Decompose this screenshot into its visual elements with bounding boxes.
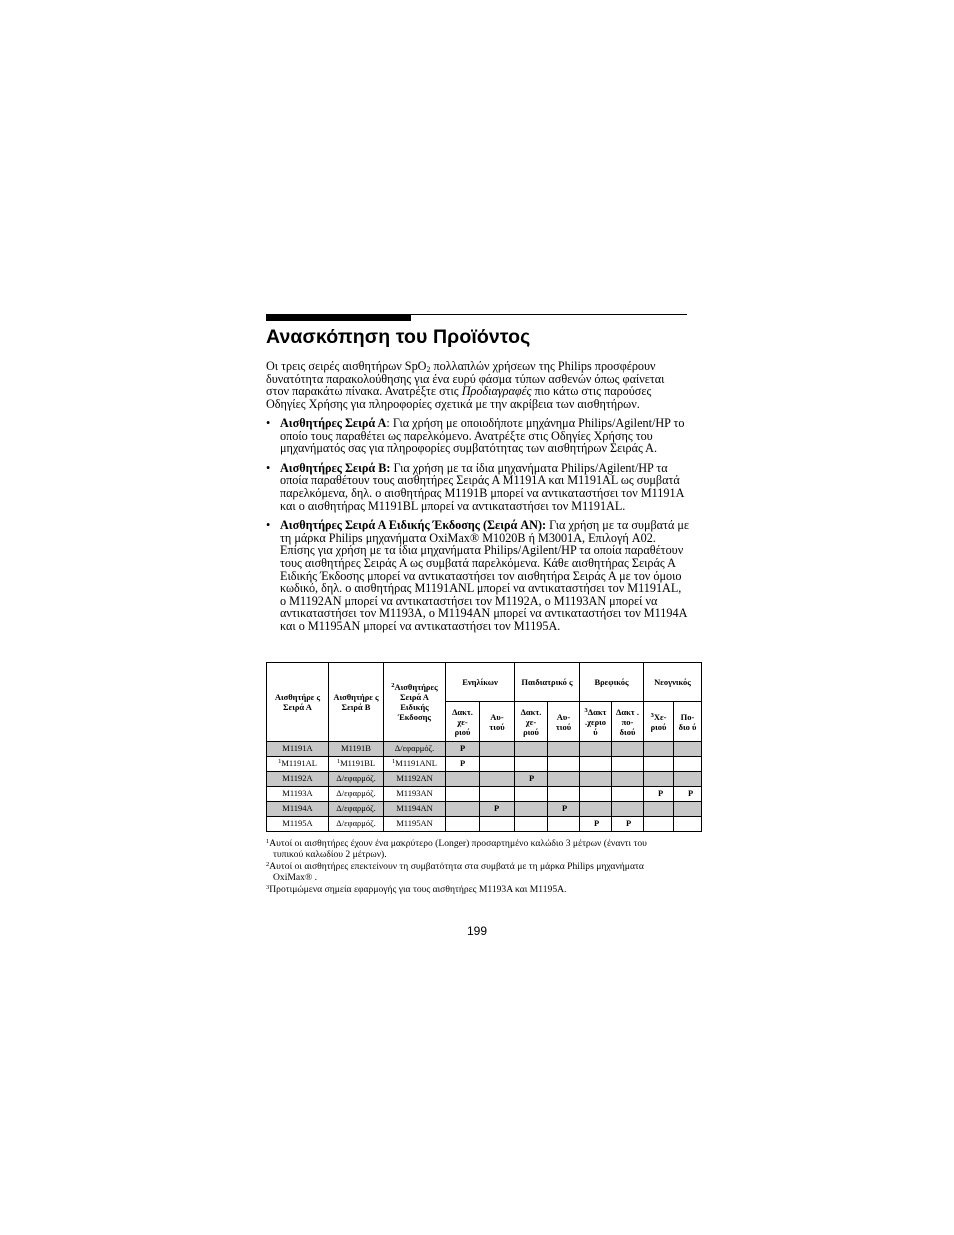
intro-paragraph: Οι τρεις σειρές αισθητήρων SpO$_2$ πολλαπλών χρήσεων της Philips προσφέρουν δυνατότητα παρακολούθησης για ένα ευρύ φάσμα τύπων ασθενών όπως φαίνεται στον παρακάτω πίνακα. Ανατρέξτε στις Προδιαγραφές πιο κάτω στις παρούσες Οδηγίες Χρήσης για πληροφορίες σχετικά με την ακρίβεια των αισθητήρων. xyxy=(266,359,665,411)
cell-neo-foot xyxy=(674,742,702,757)
cell-infant-hand: P xyxy=(580,817,612,832)
table-row xyxy=(267,757,702,772)
footnote-3: $^3$Προτιμώμενα σημεία εφαρμογής για τους αισθητήρες M1193A και M1195A. xyxy=(266,884,567,895)
cell-infant-hand xyxy=(580,757,612,772)
cell-adult-ear xyxy=(480,787,515,802)
cell-ped-ear xyxy=(548,742,580,757)
cell-ped-ear xyxy=(548,757,580,772)
cell-infant-hand xyxy=(580,772,612,787)
cell-series-a: M1193A xyxy=(267,787,329,802)
table-row xyxy=(267,817,702,832)
cell-infant-foot xyxy=(612,772,644,787)
cell-adult-ear: P xyxy=(480,802,515,817)
cell-infant-foot xyxy=(612,742,644,757)
cell-neo-hand xyxy=(644,802,674,817)
bullet-icon: • xyxy=(266,518,271,533)
cell-ped-ear xyxy=(548,787,580,802)
cell-ped-finger xyxy=(515,742,548,757)
bullet-icon: • xyxy=(266,460,271,475)
cell-ped-finger xyxy=(515,802,548,817)
cell-series-a: M1192A xyxy=(267,772,329,787)
cell-series-an: M1193AN xyxy=(384,787,446,802)
table-row xyxy=(267,742,702,757)
cell-series-an: M1194AN xyxy=(384,802,446,817)
cell-infant-hand xyxy=(580,787,612,802)
page-title: Ανασκόπηση του Προϊόντος xyxy=(266,326,531,348)
col-header-adult-finger: Δακτ. χε- ριού xyxy=(446,702,480,742)
sensor-compatibility-table xyxy=(266,662,702,832)
cell-series-an: M1192AN xyxy=(384,772,446,787)
table-row xyxy=(267,772,702,787)
cell-neo-foot: P xyxy=(674,787,702,802)
cell-ped-finger xyxy=(515,817,548,832)
col-group-infant: Βρεφικός xyxy=(580,663,644,702)
cell-infant-foot xyxy=(612,802,644,817)
cell-ped-finger xyxy=(515,757,548,772)
cell-neo-hand xyxy=(644,757,674,772)
col-header-adult-ear: Αυ- τιού xyxy=(480,702,515,742)
cell-series-b: Δ/εφαρμόζ. xyxy=(329,802,384,817)
footnote-2: $^2$Αυτοί οι αισθητήρες επεκτείνουν τη συμβατότητα στα συμβατά με τη μάρκα Philips μηχανήματα OxiMax® . xyxy=(266,861,644,883)
cell-series-an: M1195AN xyxy=(384,817,446,832)
col-group-neonatal: Νεογνικός xyxy=(644,663,702,702)
cell-series-an: $^1$M1191ANL xyxy=(384,757,446,772)
cell-infant-foot xyxy=(612,787,644,802)
footnote-1: $^1$Αυτοί οι αισθητήρες έχουν ένα μακρύτερο (Longer) προσαρτημένο καλώδιο 3 μέτρων (έναντι του τυπικού καλωδίου 2 μέτρων). xyxy=(266,838,647,860)
col-header-neo-hand: $^3$Χε- ριού xyxy=(644,702,674,742)
cell-adult-ear xyxy=(480,817,515,832)
cell-series-a: $^1$M1191AL xyxy=(267,757,329,772)
cell-series-b: Δ/εφαρμόζ. xyxy=(329,817,384,832)
col-header-infant-hand: $^3$Δακτ .χεριο ύ xyxy=(580,702,612,742)
heading-rule-thin xyxy=(411,314,687,315)
col-header-neo-foot: Πο- διο ύ xyxy=(674,702,702,742)
cell-series-b: Δ/εφαρμόζ. xyxy=(329,787,384,802)
col-header-ped-finger: Δακτ. χε- ριού xyxy=(515,702,548,742)
col-header-infant-foot: Δακτ . πο- διού xyxy=(612,702,644,742)
cell-neo-hand: P xyxy=(644,787,674,802)
heading-rule-thick xyxy=(266,314,411,321)
page-number: 199 xyxy=(466,924,488,938)
cell-adult-ear xyxy=(480,742,515,757)
col-header-series-a: Αισθητήρε ς Σειρά Α xyxy=(267,663,329,742)
cell-neo-foot xyxy=(674,802,702,817)
col-header-special-edition: $^2$Αισθητήρες Σειρά Α Ειδικής Έκδοσης xyxy=(384,663,446,742)
cell-ped-ear xyxy=(548,772,580,787)
cell-adult-finger: P xyxy=(446,742,480,757)
cell-neo-foot xyxy=(674,757,702,772)
cell-adult-ear xyxy=(480,757,515,772)
cell-adult-finger xyxy=(446,787,480,802)
cell-series-a: M1194A xyxy=(267,802,329,817)
col-group-pediatric: Παιδιατρικό ς xyxy=(515,663,580,702)
cell-adult-finger xyxy=(446,772,480,787)
cell-neo-hand xyxy=(644,772,674,787)
cell-series-an: Δ/εφαρμόζ. xyxy=(384,742,446,757)
cell-series-a: M1191A xyxy=(267,742,329,757)
cell-infant-foot: P xyxy=(612,817,644,832)
cell-series-b: Δ/εφαρμόζ. xyxy=(329,772,384,787)
cell-ped-ear: P xyxy=(548,802,580,817)
list-item-series-an: • Αισθητήρες Σειρά Α Ειδικής Έκδοσης (Σειρά AN): Για χρήση με τα συμβατά με τη μάρκα Philips μηχανήματα OxiMax® M1020B ή M3001A, Επιλογή A02. Επίσης για χρήση με τα ίδια μηχανήματα Philips/Agilent/HP τα οποία παραθέτουν τους αισθητήρες Σειράς Α ως συμβατά παρελκόμενα. Κάθε αισθητήρας Σειράς Α Ειδικής Έκδοσης μπορεί να αντικαταστήσει τον αισθητήρα Σειράς Α με τον όμοιο κωδικό, δηλ. ο αισθητήρας M1191ANL μπορεί να αντικαταστήσει τον M1191AL, ο M1192AN μπορεί να αντικαταστήσει τον M1192A, ο M1193AN μπορεί να αντικαταστήσει τον M1193A, ο M1194AN μπορεί να αντικαταστήσει τον M1194A και ο M1195AN μπορεί να αντικαταστήσει τον M1195A. xyxy=(266,518,690,633)
cell-neo-hand xyxy=(644,817,674,832)
cell-series-a: M1195A xyxy=(267,817,329,832)
cell-adult-ear xyxy=(480,772,515,787)
table-footnotes xyxy=(266,838,690,896)
col-header-ped-ear: Αυ- τιού xyxy=(548,702,580,742)
cell-neo-hand xyxy=(644,742,674,757)
col-header-series-b: Αισθητήρε ς Σειρά Β xyxy=(329,663,384,742)
cell-series-b: $^1$M1191BL xyxy=(329,757,384,772)
cell-infant-foot xyxy=(612,757,644,772)
cell-infant-hand xyxy=(580,802,612,817)
cell-infant-hand xyxy=(580,742,612,757)
cell-adult-finger xyxy=(446,817,480,832)
bullet-icon: • xyxy=(266,416,271,430)
cell-neo-foot xyxy=(674,817,702,832)
cell-ped-finger xyxy=(515,787,548,802)
list-item-series-b: • Αισθητήρες Σειρά Β: Για χρήση με τα ίδια μηχανήματα Philips/Agilent/HP τα οποία παραθέτουν τους αισθητήρες Σειράς Α M1191A και M1191AL ως συμβατά παρελκόμενα, δηλ. ο αισθητήρας M1191B μπορεί να αντικαταστήσει τον M1191A και ο αισθητήρας M1191BL μπορεί να αντικαταστήσει τον M1191AL. xyxy=(266,460,684,513)
list-item-series-a: • Αισθητήρες Σειρά Α: Για χρήση με οποιοδήποτε μηχάνημα Philips/Agilent/HP το οποίο τους παραθέτει ως παρελκόμενο. Ανατρέξτε στις Οδηγίες Χρήσης του μηχανήματός σας για πληροφορίες συμβατότητας των αισθητήρων Σειράς Α. xyxy=(266,416,685,456)
table-row xyxy=(267,787,702,802)
col-group-adult: Ενηλίκων xyxy=(446,663,515,702)
cell-adult-finger xyxy=(446,802,480,817)
cell-series-b: M1191B xyxy=(329,742,384,757)
sensor-series-list xyxy=(266,417,690,640)
table-row xyxy=(267,802,702,817)
cell-adult-finger: P xyxy=(446,757,480,772)
cell-neo-foot xyxy=(674,772,702,787)
cell-ped-finger: P xyxy=(515,772,548,787)
cell-ped-ear xyxy=(548,817,580,832)
